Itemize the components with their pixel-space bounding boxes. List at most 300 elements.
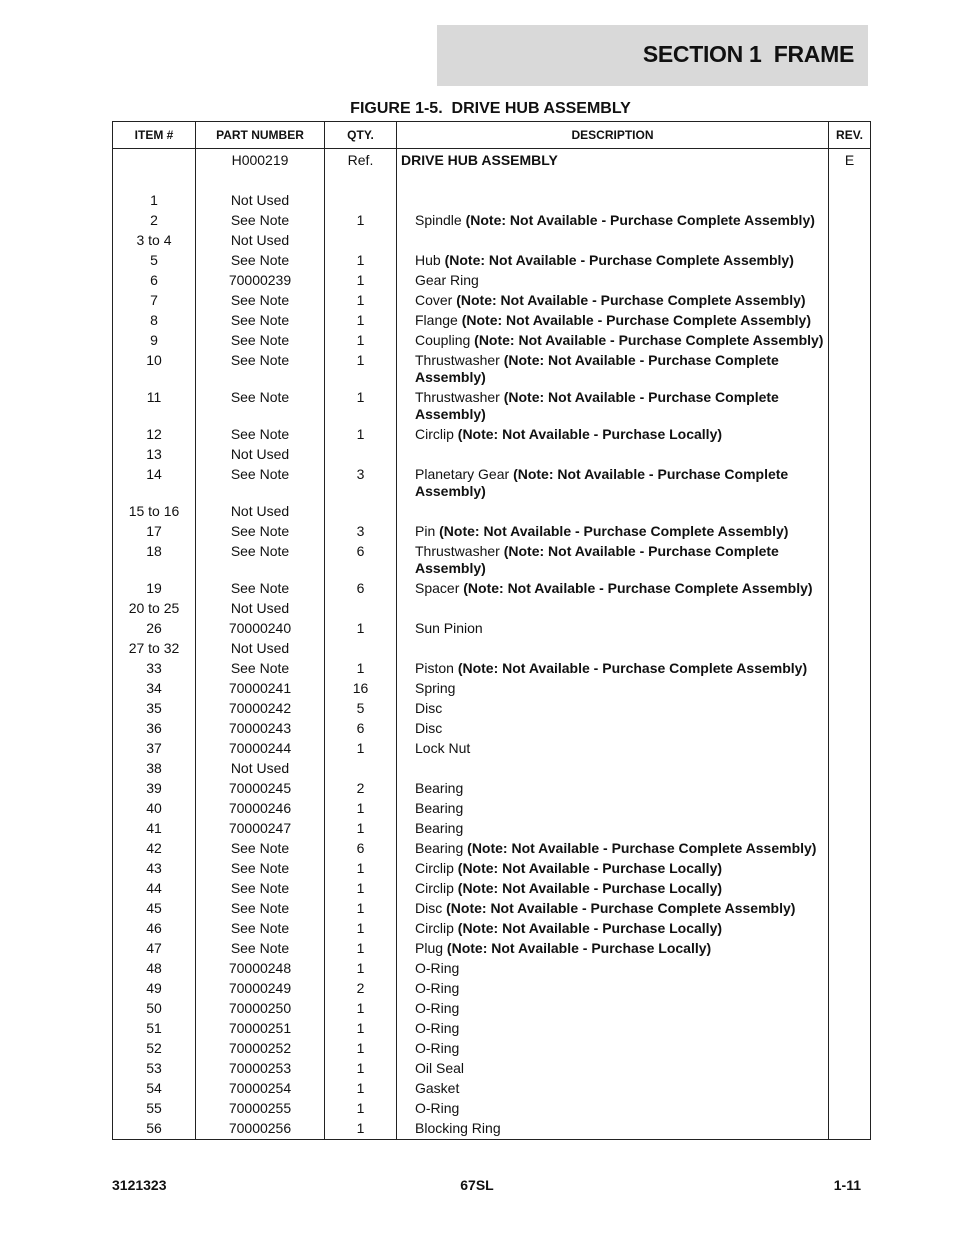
description [397,352,829,389]
part-number: Not Used [196,446,325,466]
table-row [113,880,871,900]
table-row [113,980,871,1000]
quantity: 1 [325,1100,397,1120]
availability-note: (Note: Not Available - Purchase Complete Assembly) [467,840,817,856]
table-row [113,1120,871,1140]
part-number: See Note [196,426,325,446]
description-text: Flange [415,312,462,328]
revision [829,312,871,332]
item-number: 6 [113,272,196,292]
part-number: 70000248 [196,960,325,980]
part-number: 70000245 [196,780,325,800]
quantity: 1 [325,820,397,840]
description-text: Spacer [415,580,464,596]
part-number: Not Used [196,640,325,660]
item-number: 27 to 32 [113,640,196,660]
item-number: 51 [113,1020,196,1040]
description-text: Disc [415,900,447,916]
part-number: 70000243 [196,720,325,740]
revision [829,252,871,272]
table-row [113,580,871,600]
quantity: 1 [325,272,397,292]
header-rev: REV. [829,122,871,149]
description [397,820,829,840]
table-row [113,900,871,920]
item-number: 7 [113,292,196,312]
revision [829,660,871,680]
description-text: Spindle [415,212,466,228]
description-text: Circlip [415,920,458,936]
quantity: 16 [325,680,397,700]
part-number: 70000249 [196,980,325,1000]
assembly-qty: Ref. [325,149,397,173]
revision [829,600,871,620]
revision [829,543,871,580]
quantity: 1 [325,940,397,960]
description-text: Gear Ring [415,272,479,288]
description-text: Thrustwasher [415,389,504,405]
item-number: 43 [113,860,196,880]
table-row [113,840,871,860]
table-row [113,389,871,426]
part-number: See Note [196,352,325,389]
description [397,332,829,352]
quantity: 6 [325,580,397,600]
description-text: Disc [415,720,443,736]
availability-note: (Note: Not Available - Purchase Complete Assembly) [463,580,813,596]
table-row [113,940,871,960]
footer-document-number: 3121323 [112,1177,167,1193]
quantity: 1 [325,660,397,680]
description [397,1100,829,1120]
quantity: 1 [325,426,397,446]
spacer-row [113,172,871,192]
description-text: O-Ring [415,980,460,996]
item-number: 2 [113,212,196,232]
table-row [113,466,871,503]
item-number: 48 [113,960,196,980]
part-number: Not Used [196,232,325,252]
quantity: 6 [325,840,397,860]
description-text: O-Ring [415,960,460,976]
assembly-part-number: H000219 [196,149,325,173]
item-number: 19 [113,580,196,600]
item-number: 34 [113,680,196,700]
assembly-item [113,149,196,173]
table-row [113,740,871,760]
part-number: 70000256 [196,1120,325,1140]
part-number: See Note [196,523,325,543]
part-number: 70000239 [196,272,325,292]
item-number: 10 [113,352,196,389]
description-text: Thrustwasher [415,352,504,368]
revision [829,1060,871,1080]
part-number: See Note [196,252,325,272]
quantity [325,600,397,620]
item-number: 33 [113,660,196,680]
description-text: O-Ring [415,1020,460,1036]
availability-note: (Note: Not Available - Purchase Complete Assembly) [456,292,806,308]
section-title: SECTION 1 FRAME [642,41,854,67]
item-number: 14 [113,466,196,503]
description-text: Bearing [415,820,464,836]
part-number: See Note [196,860,325,880]
item-number: 11 [113,389,196,426]
table-row [113,1040,871,1060]
item-number: 56 [113,1120,196,1140]
header-qty: QTY. [325,122,397,149]
description-text: Gasket [415,1080,460,1096]
description [397,960,829,980]
item-number: 42 [113,840,196,860]
revision [829,1080,871,1100]
item-number: 9 [113,332,196,352]
quantity: 1 [325,252,397,272]
description-text: Bearing [415,800,464,816]
revision [829,1120,871,1140]
description-text: Coupling [415,332,475,348]
description [397,800,829,820]
revision [829,740,871,760]
description-text: Sun Pinion [415,620,483,636]
part-number: See Note [196,940,325,960]
table-row [113,272,871,292]
item-number: 52 [113,1040,196,1060]
description [397,523,829,543]
part-number: Not Used [196,503,325,523]
description-text: O-Ring [415,1100,460,1116]
revision [829,760,871,780]
quantity: 1 [325,960,397,980]
availability-note: (Note: Not Available - Purchase Complete Assembly) [474,332,824,348]
description [397,720,829,740]
item-number: 41 [113,820,196,840]
revision [829,880,871,900]
revision [829,820,871,840]
description [397,660,829,680]
description-text: Cover [415,292,457,308]
availability-note: (Note: Not Available - Purchase Complete Assembly) [446,900,796,916]
description [397,292,829,312]
table-row [113,860,871,880]
description-text: Circlip [415,426,458,442]
revision [829,1020,871,1040]
revision [829,700,871,720]
availability-note: (Note: Not Available - Purchase Complete Assembly) [415,466,789,499]
part-number: See Note [196,389,325,426]
revision [829,920,871,940]
description [397,980,829,1000]
part-number: See Note [196,880,325,900]
table-row [113,232,871,252]
description [397,860,829,880]
quantity: 1 [325,389,397,426]
description [397,780,829,800]
assembly-row [113,149,871,173]
table-row [113,252,871,272]
part-number: See Note [196,466,325,503]
description [397,600,829,620]
availability-note: (Note: Not Available - Purchase Locally) [457,920,723,936]
availability-note: (Note: Not Available - Purchase Complete Assembly) [457,660,808,676]
part-number: See Note [196,543,325,580]
table-row [113,660,871,680]
table-row [113,820,871,840]
revision [829,352,871,389]
description [397,700,829,720]
revision [829,1040,871,1060]
table-row [113,920,871,940]
revision [829,446,871,466]
part-number: 70000253 [196,1060,325,1080]
item-number: 50 [113,1000,196,1020]
item-number: 49 [113,980,196,1000]
table-row [113,292,871,312]
table-row [113,523,871,543]
quantity: 3 [325,523,397,543]
item-number: 35 [113,700,196,720]
item-number: 36 [113,720,196,740]
description-text: Oil Seal [415,1060,465,1076]
availability-note: (Note: Not Available - Purchase Complete Assembly) [439,523,789,539]
availability-note: (Note: Not Available - Purchase Complete Assembly) [415,543,779,576]
item-number: 47 [113,940,196,960]
item-number: 8 [113,312,196,332]
description [397,620,829,640]
part-number: See Note [196,660,325,680]
availability-note: (Note: Not Available - Purchase Locally) [457,426,723,442]
quantity [325,640,397,660]
description [397,880,829,900]
revision [829,620,871,640]
description [397,1040,829,1060]
item-number: 26 [113,620,196,640]
quantity: 6 [325,720,397,740]
part-number: See Note [196,840,325,860]
description [397,940,829,960]
quantity: 1 [325,292,397,312]
description-text: O-Ring [415,1000,460,1016]
table-header-row [113,122,871,149]
table-row [113,543,871,580]
revision [829,1000,871,1020]
availability-note: (Note: Not Available - Purchase Complete Assembly) [465,212,815,228]
part-number: 70000254 [196,1080,325,1100]
header-part-number: PART NUMBER [196,122,325,149]
quantity [325,760,397,780]
assembly-description: DRIVE HUB ASSEMBLY [397,149,829,173]
item-number: 44 [113,880,196,900]
description-text: Bearing [415,780,464,796]
part-number: Not Used [196,760,325,780]
description [397,1120,829,1140]
quantity: 1 [325,1060,397,1080]
quantity: 2 [325,780,397,800]
part-number: See Note [196,900,325,920]
quantity: 1 [325,1020,397,1040]
availability-note: (Note: Not Available - Purchase Complete Assembly) [461,312,812,328]
item-number: 40 [113,800,196,820]
description [397,212,829,232]
availability-note: (Note: Not Available - Purchase Locally) [446,940,712,956]
table-row [113,192,871,212]
part-number: See Note [196,212,325,232]
quantity: 1 [325,1120,397,1140]
footer-model: 67SL [460,1177,494,1193]
description [397,446,829,466]
quantity: 1 [325,860,397,880]
footer-page-number: 1-11 [833,1177,861,1193]
quantity: 1 [325,740,397,760]
description-text: Piston [415,660,458,676]
description [397,920,829,940]
part-number: Not Used [196,600,325,620]
revision [829,192,871,212]
description [397,466,829,503]
table-row [113,1020,871,1040]
description-text: Spring [415,680,456,696]
description [397,900,829,920]
part-number: 70000240 [196,620,325,640]
quantity: 1 [325,880,397,900]
description-text: Circlip [415,860,458,876]
revision [829,900,871,920]
table-row [113,620,871,640]
assembly-rev: E [829,149,871,173]
item-number: 38 [113,760,196,780]
revision [829,426,871,446]
item-number: 46 [113,920,196,940]
description [397,232,829,252]
quantity: 1 [325,352,397,389]
quantity [325,503,397,523]
table-row [113,1060,871,1080]
part-number: 70000255 [196,1100,325,1120]
quantity: 1 [325,212,397,232]
quantity [325,446,397,466]
description-text: O-Ring [415,1040,460,1056]
table-row [113,1080,871,1100]
description-text: Pin [415,523,440,539]
description [397,312,829,332]
item-number: 13 [113,446,196,466]
part-number: 70000250 [196,1000,325,1020]
revision [829,640,871,660]
part-number: 70000251 [196,1020,325,1040]
item-number: 37 [113,740,196,760]
description [397,1060,829,1080]
revision [829,212,871,232]
description-text: Blocking Ring [415,1120,501,1136]
availability-note: (Note: Not Available - Purchase Complete Assembly) [444,252,794,268]
description-text: Circlip [415,880,458,896]
quantity: 6 [325,543,397,580]
description [397,1020,829,1040]
revision [829,292,871,312]
revision [829,503,871,523]
item-number: 3 to 4 [113,232,196,252]
part-number: See Note [196,580,325,600]
item-number: 53 [113,1060,196,1080]
part-number: 70000252 [196,1040,325,1060]
description [397,272,829,292]
part-number: 70000247 [196,820,325,840]
table-row [113,446,871,466]
table-row [113,720,871,740]
table-row [113,352,871,389]
table-row [113,312,871,332]
figure-title: FIGURE 1-5. DRIVE HUB ASSEMBLY [350,100,631,117]
description [397,389,829,426]
revision [829,680,871,700]
revision [829,780,871,800]
quantity: 5 [325,700,397,720]
revision [829,720,871,740]
description [397,192,829,212]
quantity: 1 [325,1000,397,1020]
part-number: See Note [196,920,325,940]
description [397,543,829,580]
table-row [113,780,871,800]
description [397,680,829,700]
quantity: 1 [325,800,397,820]
description-text: Lock Nut [415,740,471,756]
table-row [113,640,871,660]
description-text: Planetary Gear [415,466,514,482]
description-text: Thrustwasher [415,543,504,559]
item-number: 55 [113,1100,196,1120]
availability-note: (Note: Not Available - Purchase Locally) [457,880,723,896]
table-row [113,680,871,700]
table-row [113,212,871,232]
part-number: See Note [196,292,325,312]
revision [829,840,871,860]
part-number: See Note [196,312,325,332]
item-number: 54 [113,1080,196,1100]
quantity [325,192,397,212]
quantity: 3 [325,466,397,503]
revision [829,940,871,960]
part-number: Not Used [196,192,325,212]
header-item: ITEM # [113,122,196,149]
item-number: 45 [113,900,196,920]
item-number: 12 [113,426,196,446]
availability-note: (Note: Not Available - Purchase Locally) [457,860,723,876]
quantity: 1 [325,1080,397,1100]
part-number: 70000241 [196,680,325,700]
revision [829,800,871,820]
item-number: 20 to 25 [113,600,196,620]
table-row [113,1000,871,1020]
quantity: 1 [325,620,397,640]
section-header [437,25,868,86]
description [397,503,829,523]
revision [829,1100,871,1120]
part-number: 70000246 [196,800,325,820]
item-number: 17 [113,523,196,543]
table-row [113,503,871,523]
revision [829,232,871,252]
availability-note: (Note: Not Available - Purchase Complete Assembly) [415,389,779,422]
table-row [113,760,871,780]
description [397,740,829,760]
part-number: See Note [196,332,325,352]
availability-note: (Note: Not Available - Purchase Complete Assembly) [415,352,779,385]
part-number: 70000244 [196,740,325,760]
description [397,840,829,860]
description [397,1080,829,1100]
quantity: 1 [325,332,397,352]
